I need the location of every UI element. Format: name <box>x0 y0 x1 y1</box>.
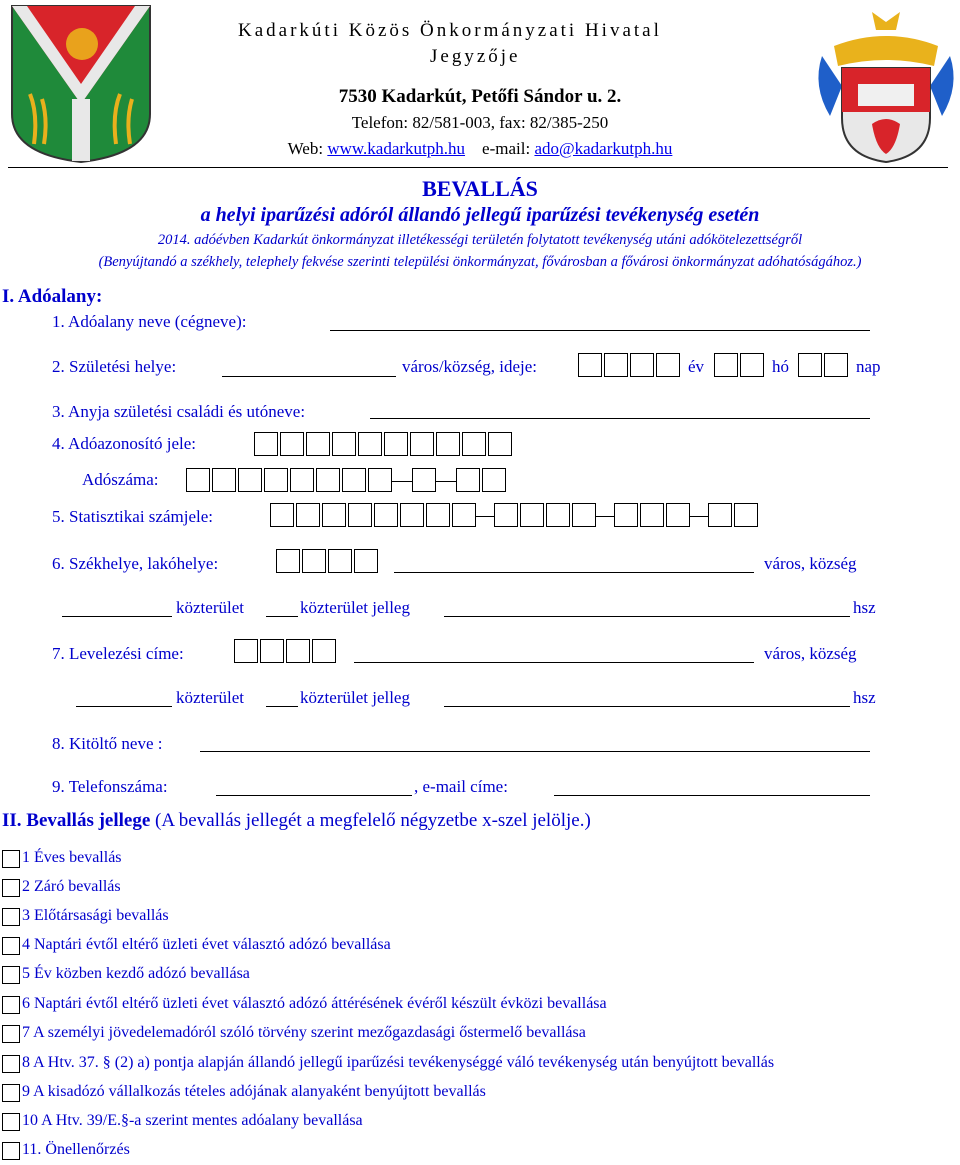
option-fiscal-year: 4 Naptári évtől eltérő üzleti évet választó adózó bevallása <box>22 936 391 953</box>
office-subtitle: Jegyzője <box>430 46 521 67</box>
seat-zip-box[interactable] <box>276 549 300 573</box>
option-farmer: 7 A személyi jövedelemadóról szóló törvény szerint mezőgazdasági őstermelő bevallása <box>22 1024 586 1041</box>
mail-house-number-field[interactable] <box>444 706 850 707</box>
separator-dash <box>690 516 708 517</box>
tax-number-box[interactable] <box>264 468 288 492</box>
seat-street-type-field[interactable] <box>266 616 298 617</box>
checkbox-htv-37[interactable] <box>2 1055 20 1073</box>
tax-number-box[interactable] <box>368 468 392 492</box>
option-htv-37: 8 A Htv. 37. § (2) a) pontja alapján állandó jellegű iparűzési tevékenységgé váló tevékenység után benyújtott bevallás <box>22 1054 775 1071</box>
day-label: nap <box>856 357 881 376</box>
stat-code-box[interactable] <box>400 503 424 527</box>
stat-code-box[interactable] <box>452 503 476 527</box>
seat-zip-box[interactable] <box>354 549 378 573</box>
section-1-heading: I. Adóalany: <box>2 286 103 307</box>
stat-code-label: 5. Statisztikai számjele: <box>52 507 213 526</box>
option-closing: 2 Záró bevallás <box>22 878 121 895</box>
form-year-line: 2014. adóévben Kadarkút önkormányzat illetékességi területén folytatott tevékenység utáni adókötelezettségről <box>157 232 803 248</box>
checkbox-transition[interactable] <box>2 996 20 1014</box>
stat-code-box[interactable] <box>666 503 690 527</box>
tax-id-box[interactable] <box>384 432 408 456</box>
tax-number-box[interactable] <box>482 468 506 492</box>
mail-zip-box[interactable] <box>312 639 336 663</box>
tax-id-box[interactable] <box>254 432 278 456</box>
stat-code-box[interactable] <box>322 503 346 527</box>
stat-code-box[interactable] <box>348 503 372 527</box>
mother-name-field[interactable] <box>370 418 870 419</box>
tax-number-box[interactable] <box>212 468 236 492</box>
office-web-line <box>0 139 960 159</box>
mail-address-label: 7. Levelezési címe: <box>52 644 184 663</box>
mail-street-field[interactable] <box>76 706 172 707</box>
birth-place-field[interactable] <box>222 376 396 377</box>
separator-dash <box>476 516 494 517</box>
tax-id-box[interactable] <box>306 432 330 456</box>
website-link[interactable]: www.kadarkutph.hu <box>327 139 466 158</box>
mail-street-label: közterület <box>176 688 244 707</box>
tax-number-box[interactable] <box>412 468 436 492</box>
mail-zip-box[interactable] <box>260 639 284 663</box>
office-name: Kadarkúti Közös Önkormányzati Hivatal <box>238 20 662 41</box>
birth-month-box[interactable] <box>740 353 764 377</box>
seat-address-label: 6. Székhelye, lakóhelye: <box>52 554 219 573</box>
option-small-business: 9 A kisadózó vállalkozás tételes adójának alanyaként benyújtott bevallás <box>22 1083 486 1100</box>
checkbox-small-business[interactable] <box>2 1084 20 1102</box>
tax-id-box[interactable] <box>358 432 382 456</box>
tax-id-box[interactable] <box>332 432 356 456</box>
month-label: hó <box>772 357 789 376</box>
tax-id-box[interactable] <box>462 432 486 456</box>
form-title: BEVALLÁS <box>422 176 538 201</box>
checkbox-mid-year-start[interactable] <box>2 966 20 984</box>
email-label: e-mail: <box>482 139 531 158</box>
birth-year-box[interactable] <box>656 353 680 377</box>
option-transition: 6 Naptári évtől eltérő üzleti évet választó adózó áttérésének évéről készült évközi bevallása <box>22 995 607 1012</box>
seat-zip-box[interactable] <box>328 549 352 573</box>
seat-city-field[interactable] <box>394 572 754 573</box>
seat-zip-box[interactable] <box>302 549 326 573</box>
taxpayer-name-label: 1. Adóalany neve (cégneve): <box>52 312 247 331</box>
tax-id-label: 4. Adóazonosító jele: <box>52 434 197 453</box>
seat-street-label: közterület <box>176 598 244 617</box>
separator-dash <box>596 516 614 517</box>
section-2-title: II. Bevallás jellege <box>2 810 151 831</box>
tax-id-box[interactable] <box>410 432 434 456</box>
tax-id-box[interactable] <box>280 432 304 456</box>
seat-house-number-field[interactable] <box>444 616 850 617</box>
checkbox-farmer[interactable] <box>2 1025 20 1043</box>
checkbox-fiscal-year[interactable] <box>2 937 20 955</box>
option-exempt: 10 A Htv. 39/E.§-a szerint mentes adóalany bevallása <box>22 1112 363 1129</box>
birth-month-box[interactable] <box>714 353 738 377</box>
mail-city-field[interactable] <box>354 662 754 663</box>
separator-dash <box>436 481 456 482</box>
stat-code-box[interactable] <box>546 503 570 527</box>
checkbox-closing[interactable] <box>2 879 20 897</box>
birth-day-box[interactable] <box>824 353 848 377</box>
stat-code-box[interactable] <box>572 503 596 527</box>
tax-number-box[interactable] <box>290 468 314 492</box>
birth-year-box[interactable] <box>630 353 654 377</box>
filler-name-field[interactable] <box>200 751 870 752</box>
checkbox-exempt[interactable] <box>2 1113 20 1131</box>
stat-code-box[interactable] <box>270 503 294 527</box>
email-field[interactable] <box>554 795 870 796</box>
stat-code-box[interactable] <box>520 503 544 527</box>
tax-number-box[interactable] <box>186 468 210 492</box>
option-self-audit: 11. Önellenőrzés <box>22 1141 130 1158</box>
birth-date-label: város/község, ideje: <box>402 357 538 376</box>
checkbox-pre-company[interactable] <box>2 908 20 926</box>
stat-code-box[interactable] <box>494 503 518 527</box>
option-mid-year-start: 5 Év közben kezdő adózó bevallása <box>22 965 250 982</box>
mail-zip-box[interactable] <box>234 639 258 663</box>
birth-place-label: 2. Születési helye: <box>52 357 177 376</box>
seat-hsz-label: hsz <box>853 598 876 617</box>
mail-zip-box[interactable] <box>286 639 310 663</box>
office-address: 7530 Kadarkút, Petőfi Sándor u. 2. <box>338 86 622 107</box>
mail-hsz-label: hsz <box>853 688 876 707</box>
tax-id-box[interactable] <box>436 432 460 456</box>
stat-code-box[interactable] <box>708 503 732 527</box>
stat-code-box[interactable] <box>614 503 638 527</box>
option-pre-company: 3 Előtársasági bevallás <box>22 907 169 924</box>
checkbox-self-audit[interactable] <box>2 1142 20 1160</box>
mail-street-type-field[interactable] <box>266 706 298 707</box>
email-link[interactable]: ado@kadarkutph.hu <box>534 139 673 158</box>
mail-street-type-label: közterület jelleg <box>300 688 410 707</box>
tax-number-label: Adószáma: <box>82 470 159 489</box>
section-2-instruction: (A bevallás jellegét a megfelelő négyzetbe x-szel jelölje.) <box>155 810 591 831</box>
filler-name-label: 8. Kitöltő neve : <box>52 734 163 753</box>
seat-street-type-label: közterület jelleg <box>300 598 410 617</box>
tax-id-box[interactable] <box>488 432 512 456</box>
taxpayer-name-field[interactable] <box>330 330 870 331</box>
tax-number-box[interactable] <box>342 468 366 492</box>
phone-label: 9. Telefonszáma: <box>52 777 168 796</box>
stat-code-box[interactable] <box>426 503 450 527</box>
tax-number-box[interactable] <box>238 468 262 492</box>
tax-number-box[interactable] <box>316 468 340 492</box>
stat-code-box[interactable] <box>734 503 758 527</box>
form-subtitle: a helyi iparűzési adóról állandó jellegű iparűzési tevékenység esetén <box>200 204 760 226</box>
birth-year-box[interactable] <box>604 353 628 377</box>
year-label: év <box>688 357 705 376</box>
seat-city-label: város, község <box>764 554 857 573</box>
section-2-heading <box>2 810 591 832</box>
tax-number-box[interactable] <box>456 468 480 492</box>
birth-year-box[interactable] <box>578 353 602 377</box>
email-field-label: , e-mail címe: <box>414 777 508 796</box>
birth-day-box[interactable] <box>798 353 822 377</box>
header-divider <box>8 167 948 168</box>
office-phone: Telefon: 82/581-003, fax: 82/385-250 <box>351 113 609 132</box>
web-label: Web: <box>287 139 324 158</box>
stat-code-box[interactable] <box>374 503 398 527</box>
stat-code-box[interactable] <box>640 503 664 527</box>
mother-name-label: 3. Anyja születési családi és utóneve: <box>52 402 306 421</box>
option-annual: 1 Éves bevallás <box>22 849 122 866</box>
separator-dash <box>392 481 412 482</box>
stat-code-box[interactable] <box>296 503 320 527</box>
mail-city-label: város, község <box>764 644 857 663</box>
seat-street-field[interactable] <box>62 616 172 617</box>
checkbox-annual[interactable] <box>2 850 20 868</box>
phone-field[interactable] <box>216 795 412 796</box>
form-note: (Benyújtandó a székhely, telephely fekvése szerinti települési önkormányzat, fővárosban a fővárosi önkormányzat adóhatóságához.) <box>98 254 862 270</box>
